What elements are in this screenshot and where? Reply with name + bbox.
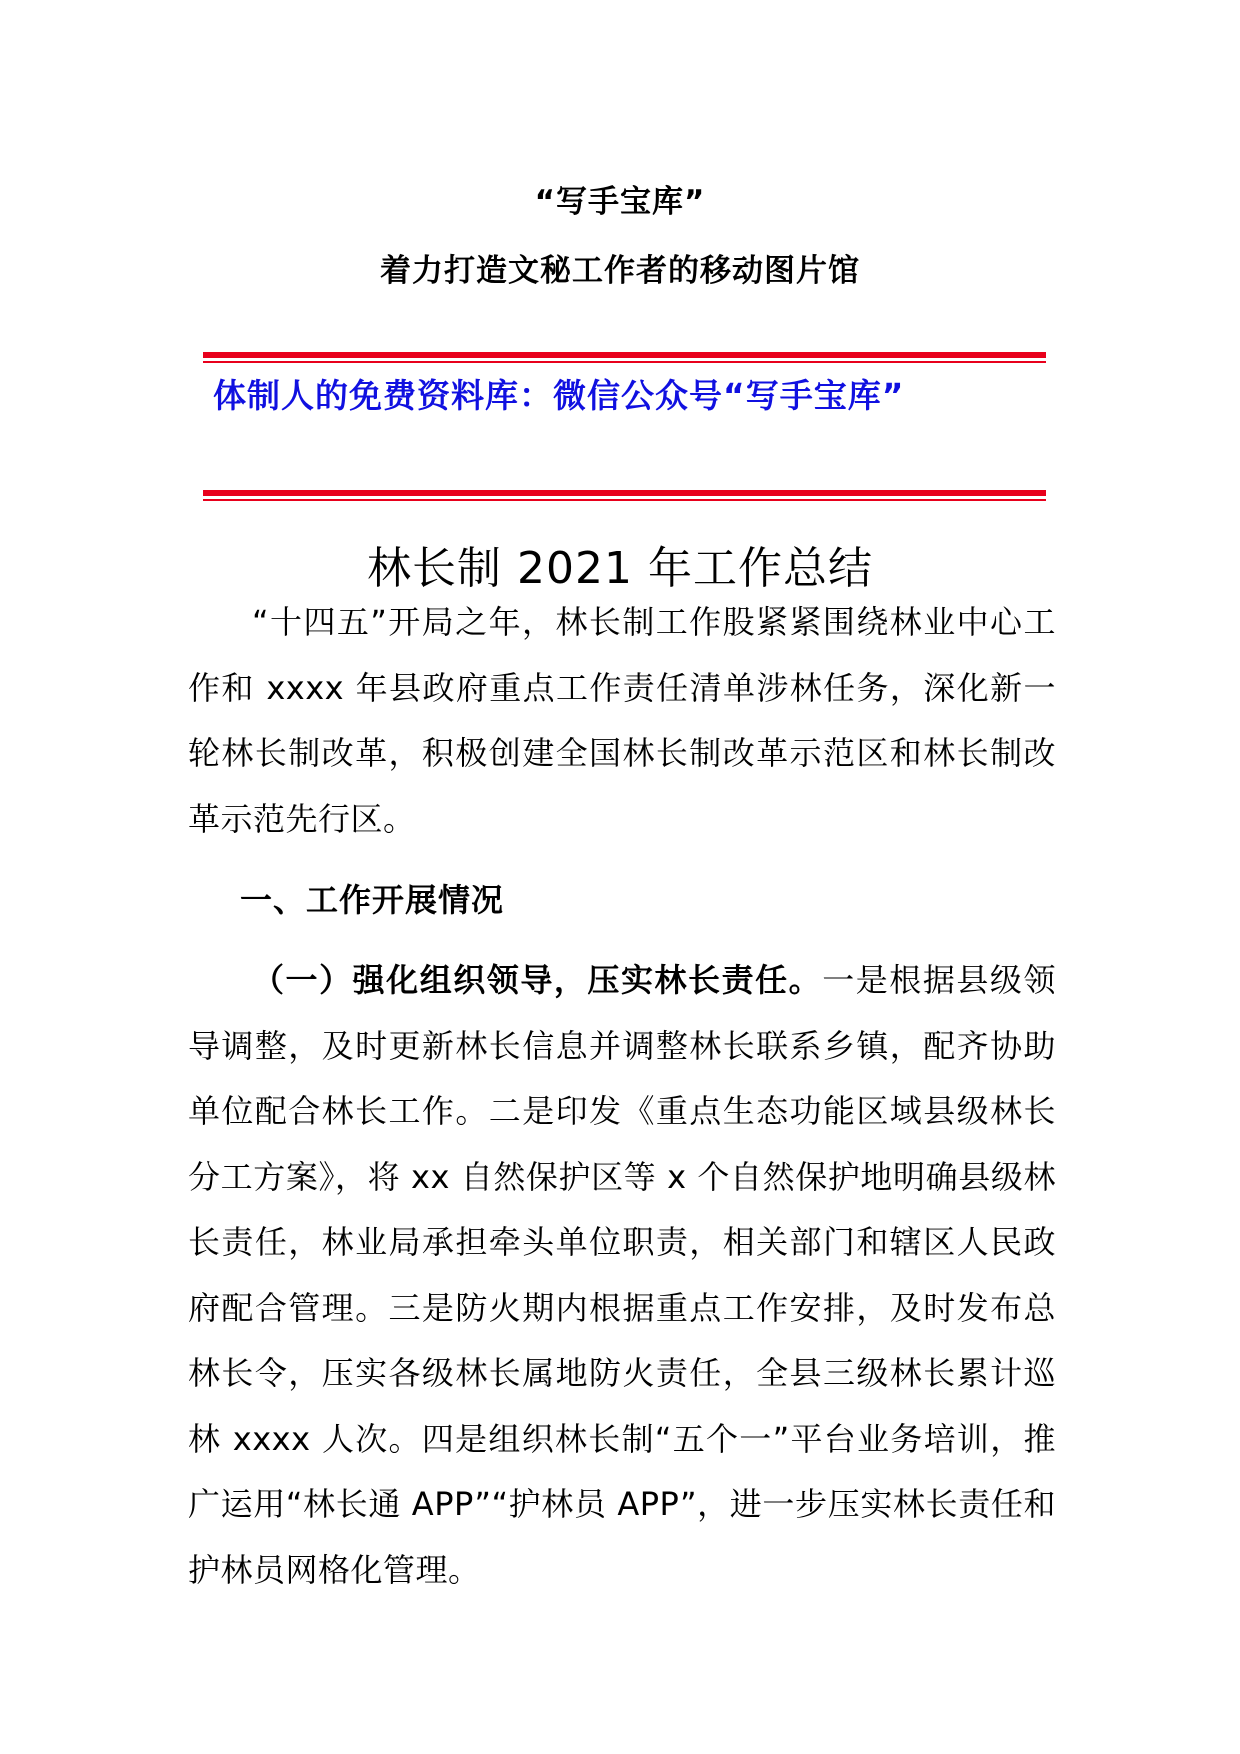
red-divider-bottom [203,490,1046,501]
document-title: 林长制 2021 年工作总结 [367,543,873,594]
item-lead-text: （一）强化组织领导，压实林长责任。 [252,961,823,999]
section-item-paragraph [188,948,1056,1603]
red-divider-top [203,352,1046,363]
intro-paragraph: “十四五”开局之年，林长制工作股紧紧围绕林业中心工作和 xxxx 年县政府重点工作责任清单涉林任务，深化新一轮林长制改革，积极创建全国林长制改革示范区和林长制改革示范先行区。 [188,603,1056,838]
item-body-text: 一是根据县级领导调整，及时更新林长信息并调整林长联系乡镇，配齐协助单位配合林长工作。二是印发《重点生态功能区域县级林长分工方案》，将 xx 自然保护区等 x 个自然保护地明确县级林长责任，林业局承担牵头单位职责，相关部门和辖区人民政府配合管理。三是防火期内根据重点工作安排，及时发布总林长令，压实各级林长属地防火责任，全县三级林长累计巡林 xxxx 人次。四是组织林长制“五个一”平台业务培训，推广运用“林长通 APP”“护林员 APP”，进一步压实林长责任和护林员网格化管理。 [188,961,1056,1589]
header-slogan-title: “写手宝库” [534,184,706,220]
header-slogan-subtitle: 着力打造文秘工作者的移动图片馆 [380,253,860,289]
promo-banner-text: 体制人的免费资料库：微信公众号“写手宝库” [213,376,905,415]
section-heading: 一、工作开展情况 [240,881,505,919]
